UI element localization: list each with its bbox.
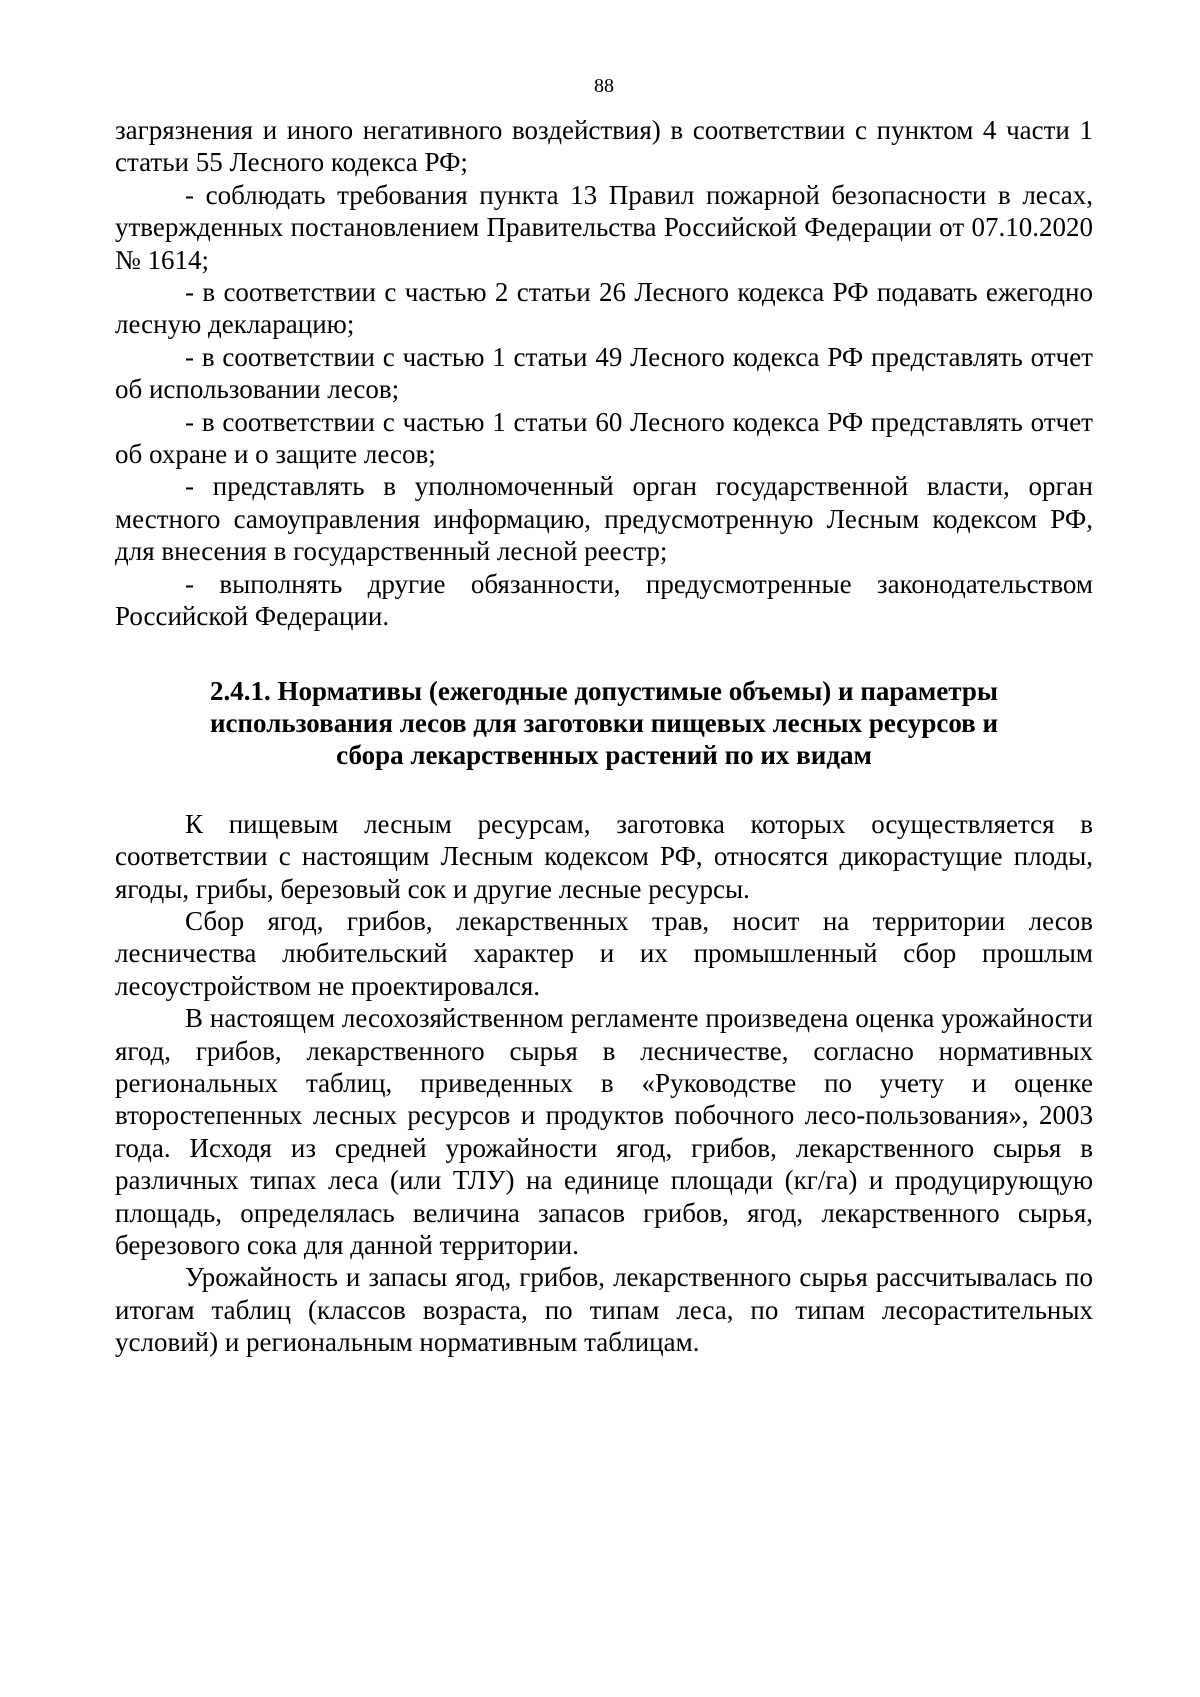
section-heading: 2.4.1. Нормативы (ежегодные допустимые объемы) и параметры использования лесов для заготовки пищевых лесных ресурсов и сбора лекарственных растений по их видам — [209, 675, 999, 771]
obligation-item: - представлять в уполномоченный орган государственной власти, орган местного самоуправления информацию, предусмотренную Лесным кодексом РФ, для внесения в государственный лесной реестр; — [115, 471, 1093, 567]
document-body — [115, 114, 1093, 1359]
obligation-item: - выполнять другие обязанности, предусмотренные законодательством Российской Федерации. — [115, 568, 1093, 632]
obligation-item: - в соответствии с частью 1 статьи 60 Лесного кодекса РФ представлять отчет об охране и о защите лесов; — [115, 406, 1093, 470]
section-paragraph: В настоящем лесохозяйственном регламенте произведена оценка урожайности ягод, грибов, лекарственного сырья в лесничестве, согласно нормативных региональных таблиц, приведенных в «Руководстве по учету и оценке второстепенных лесных ресурсов и продуктов побочного лесо-пользования», 2003 года. Исходя из средней урожайности ягод, грибов, лекарственного сырья в различных типах леса (или ТЛУ) на единице площади (кг/га) и продуцирующую площадь, определялась величина запасов грибов, ягод, лекарственного сырья, березового сока для данной территории. — [115, 1003, 1093, 1260]
obligation-item: - в соответствии с частью 2 статьи 26 Лесного кодекса РФ подавать ежегодно лесную декларацию; — [115, 277, 1093, 340]
section-paragraph: К пищевым лесным ресурсам, заготовка которых осуществляется в соответствии с настоящим Лесным кодексом РФ, относятся дикорастущие плоды, ягоды, грибы, березовый сок и другие лесные ресурсы. — [115, 808, 1093, 904]
section-paragraph: Сбор ягод, грибов, лекарственных трав, носит на территории лесов лесничества любительский характер и их промышленный сбор прошлым лесоустройством не проектировался. — [115, 905, 1093, 1001]
continuation-paragraph: загрязнения и иного негативного воздействия) в соответствии с пунктом 4 части 1 статьи 55 Лесного кодекса РФ; — [115, 115, 1093, 178]
page-number: 88 — [594, 75, 614, 97]
obligation-item: - в соответствии с частью 1 статьи 49 Лесного кодекса РФ представлять отчет об использовании лесов; — [115, 341, 1093, 405]
section-paragraph: Урожайность и запасы ягод, грибов, лекарственного сырья рассчитывалась по итогам таблиц (классов возраста, по типам леса, по типам лесорастительных условий) и региональным нормативным таблицам. — [115, 1262, 1093, 1358]
obligation-item: - соблюдать требования пункта 13 Правил пожарной безопасности в лесах, утвержденных постановлением Правительства Российской Федерации от 07.10.2020 № 1614; — [115, 179, 1093, 275]
